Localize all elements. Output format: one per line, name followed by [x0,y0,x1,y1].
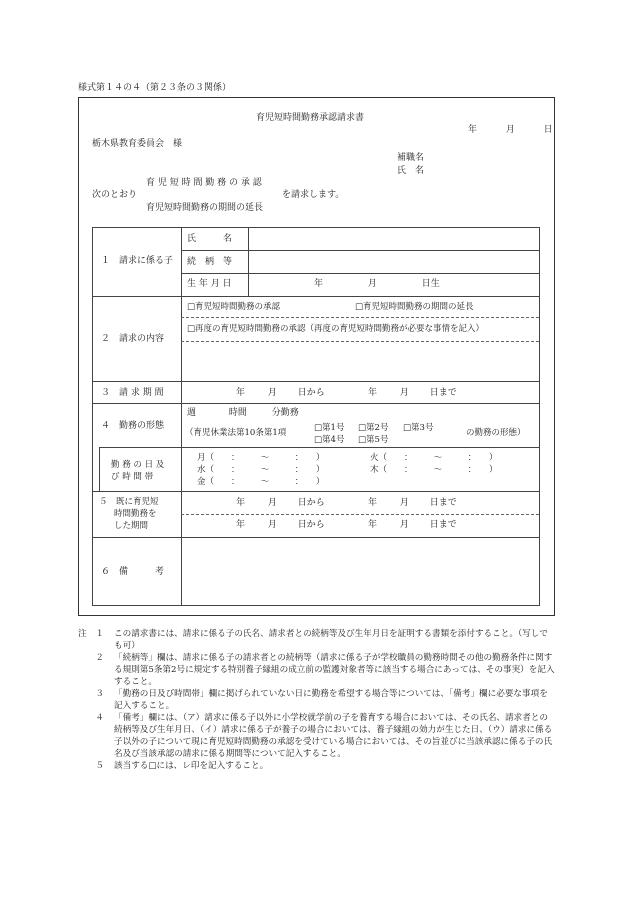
sec5-row2-from-day: 日から [297,520,325,530]
sec5-row2-to-day: 日まで [429,520,457,530]
sec4-hours: 時間 [228,408,247,418]
note-text: 「勤務の日及び時間帯」欄に掲げられていない日に勤務を希望する場合等については、「備考」欄に必要な事項を記入すること。 [114,689,548,711]
request-prefix: 次のとおり [92,190,138,200]
sec5-row1-to-month: 月 [399,498,409,508]
sec2-dash-2 [181,341,539,342]
sec3-bottom [92,403,540,404]
date-month: 月 [505,125,515,135]
sec1-line-b [181,273,539,274]
sec4-label: ４ 勤務の形態 [101,421,165,431]
sec2-bottom [92,381,540,382]
sec4-day-thu: 木（ ： 〜 ： ） [370,465,498,475]
sec5-label-2: 時間勤務を [114,509,157,519]
sec1-name-label: 氏 名 [187,234,233,244]
sec4-week: 週 [187,408,197,418]
sec1-label: １ 請求に係る子 [101,256,174,266]
sec5-row1-from-month: 月 [267,498,277,508]
sec1-subdivider [248,227,249,296]
note-lead-number [78,628,114,652]
birth-month: 月 [367,279,377,289]
date-day: 日 [543,125,553,135]
form-frame [78,97,555,616]
sec3-from-year: 年 [236,388,246,398]
table-label-divider [181,227,182,605]
sec4-day-wed: 水（ ： 〜 ： ） [197,465,325,475]
birth-day: 日生 [421,279,440,289]
sec5-row2-from-year: 年 [236,520,246,530]
sec2-label: ２ 請求の内容 [101,334,165,344]
note-text: 該当する□には、レ印を記入すること。 [114,761,269,771]
table-top-line [92,227,540,228]
sec4-days-label-2: び 時 間 帯 [111,472,154,482]
note-item [78,628,556,652]
date-year: 年 [468,125,478,135]
table-right-line [539,227,540,605]
sec5-row2-to [368,520,457,531]
addressee: 栃木県教育委員会 様 [92,139,183,149]
note-number: ５ [95,761,104,771]
sec1-bottom [92,296,540,297]
note-item [78,688,556,712]
note-lead: 注 [78,629,87,639]
sec4-law-ref: （育児休業法第10条第1項 [185,428,287,438]
request-suffix: を請求します。 [282,190,345,200]
note-number: １ [95,629,104,639]
sec4-day-mon: 月（ ： 〜 ： ） [197,453,325,463]
sec5-row1-to-year: 年 [368,498,378,508]
sec4-bottom [92,491,540,492]
note-number: ３ [95,689,104,699]
sec4-days-left [99,447,100,491]
sec6-label: ６ 備 考 [101,567,165,577]
sec5-bottom [92,537,540,538]
sec3-from [236,388,325,399]
note-item [78,760,556,772]
sec4-option-2[interactable]: □第2号 [358,423,389,433]
sec4-days-top [99,447,540,448]
table-bottom-line [92,605,540,606]
sec3-from-day: 日から [297,388,325,398]
sec5-row1-to-day: 日まで [429,498,457,508]
sec3-to-year: 年 [368,388,378,398]
sec2-option-reapproval[interactable]: □再度の育児短時間勤務の承認（再度の育児短時間勤務が必要な事情を記入） [187,324,485,334]
sec4-minutes: 分勤務 [271,408,299,418]
sec4-week-line [187,408,299,419]
sec2-dash-1 [181,317,539,318]
table-left-line [92,227,93,605]
request-option-extension: 育児短時間勤務の期間の延長 [146,203,264,213]
sec2-option-approval[interactable]: □育児短時間勤務の承認 [187,302,281,312]
sec4-option-1[interactable]: □第1号 [314,423,345,433]
note-item [78,712,556,760]
sec4-day-tue: 火（ ： 〜 ： ） [370,453,498,463]
sec3-to-day: 日まで [429,388,457,398]
note-text: 「続柄等」欄は、請求に係る子の請求者との続柄等（請求に係る子が学校職員の勤務時間その他の勤務条件に関する規則第5条第2号に規定する特別養子縁組の成立前の監護対象者等に該当する場合にあっては、その事実）を記入すること。 [114,653,555,687]
sec5-row1-from-year: 年 [236,498,246,508]
note-text: 「備考」欄には、（ア）請求に係る子以外に小学校就学前の子を養育する場合においては、その氏名、請求者との続柄等及び生年月日、（イ）請求に係る子が養子の場合においては、養子縁組の効力が生じた日、（ウ）請求に係る子以外の子について現に育児短時間勤務の承認を受けている場合においては、その旨並びに当該承認に係る子の氏名及び当該承認の請求に係る期間等について記入すること。 [114,713,553,759]
note-number: ２ [95,653,104,663]
form-title: 育児短時間勤務承認請求書 [256,113,365,123]
sec5-row1-to [368,498,457,509]
sec2-option-extension[interactable]: □育児短時間勤務の期間の延長 [355,302,474,312]
sec3-to [368,388,457,399]
sec4-days-label-1: 勤 務 の 日 及 [111,460,165,470]
applicant-post-label: 補職名 [397,153,425,163]
sec1-line-a [181,250,539,251]
sec4-day-fri: 金（ ： 〜 ： ） [197,477,325,487]
sec4-option-5[interactable]: □第5号 [358,435,389,445]
notes-block [78,628,556,772]
sec5-row2-from-month: 月 [267,520,277,530]
sec5-row1-from-day: 日から [297,498,325,508]
sec5-row2-from [236,520,325,531]
note-text: この請求書には、請求に係る子の氏名、請求者との続柄等及び生年月日を証明する書類を添付すること。（写しでも可） [114,629,548,651]
sec5-row2-to-month: 月 [399,520,409,530]
sec3-to-month: 月 [399,388,409,398]
sec5-label-1: ５ 既に育児短 [99,497,159,507]
sec1-relation-label: 続 柄 等 [187,257,233,267]
date-line [468,125,553,136]
sec4-form-suffix: の勤務の形態） [466,428,526,438]
sec5-dash [181,514,539,515]
sec5-row2-to-year: 年 [368,520,378,530]
sec5-label-3: した期間 [114,521,149,531]
sec3-from-month: 月 [267,388,277,398]
sec4-option-4[interactable]: □第4号 [314,435,345,445]
form-label: 様式第１４の４（第２３条の３関係） [78,83,232,93]
note-item [78,652,556,688]
sec4-option-3[interactable]: □第3号 [403,423,434,433]
note-number: ４ [95,713,104,723]
sec1-birth-value [314,279,440,290]
sec5-row1-from [236,498,325,509]
sec1-birth-label: 生 年 月 日 [187,279,232,289]
birth-year: 年 [314,279,324,289]
request-option-approval: 育 児 短 時 間 勤 務 の 承 認 [146,178,262,188]
sec3-label: ３ 請 求 期 間 [101,388,164,398]
applicant-name-label: 氏 名 [397,166,425,176]
